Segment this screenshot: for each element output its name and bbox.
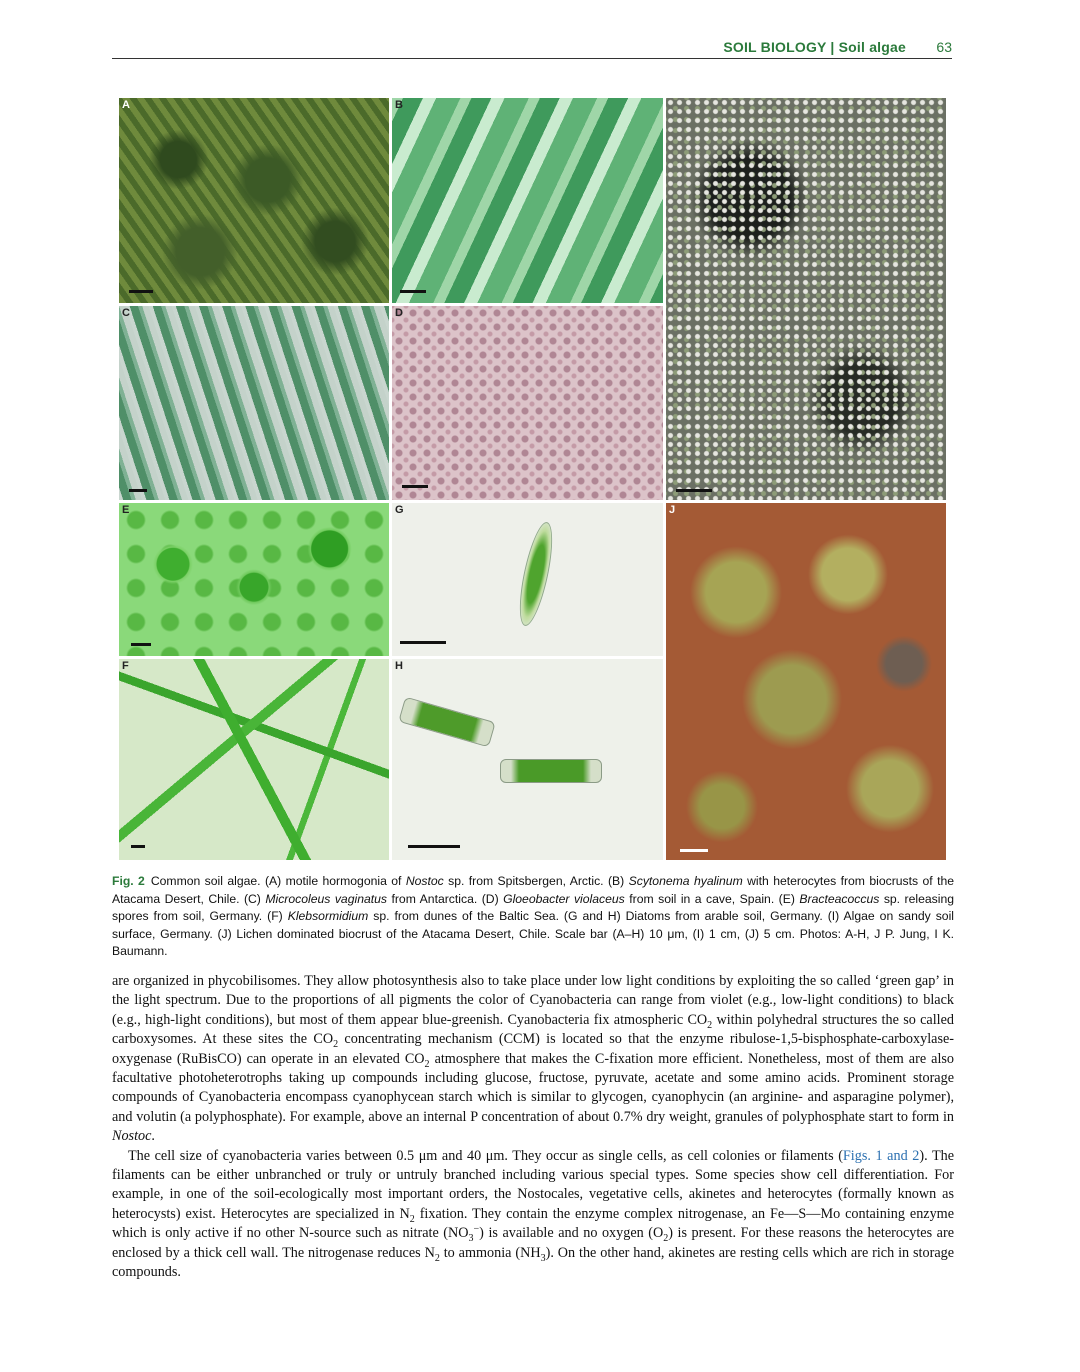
text-run: ). On the other hand, akinetes are resting cells which are rich in storage compounds. [112,1244,955,1281]
text-run: atmosphere that makes the C-fixation more efficient. Nonetheless, most of them are also facultative photoheterotrophs taking up compounds including glucose, fructose, pyruvate, acetate and some amino acids. Prominent storage compounds of Cyanobacteria encompass cyanophycean starch which is similar to glycogen, cyanophycin (an arginine- and asparagine polymer), and volutin (a polyphosphate). For example, above an internal P concentration of about 0.7% dry weight, granules of polyphosphate start to form in [112,1050,954,1125]
caption-taxon: Klebsormidium [287,909,369,924]
diatom-cell [513,520,559,629]
panel-label-h: H [395,660,403,672]
body-text [112,972,954,1283]
panel-label-a: A [122,99,130,111]
taxon-italic: Nostoc [112,1128,152,1145]
caption-text: from Antarctica. (D) [387,891,504,906]
panel-label-c: C [122,307,130,319]
diatom-cell [398,697,496,748]
text-run: ) is present. For these reasons the heterocytes are enclosed by a thick cell wall. The nitrogenase reduces N [112,1225,954,1261]
panel-c-microcoleus [119,306,389,500]
panel-h-diatoms [392,659,663,860]
running-title: SOIL BIOLOGY | Soil algae [723,39,906,55]
panel-e-bracteacoccus [119,503,389,656]
figure-reference-link[interactable]: Figs. 1 and 2 [842,1147,920,1164]
panel-j-lichen-crust [666,503,946,860]
caption-text: from soil in a cave, Spain. (E) [624,891,800,906]
scale-bar-g [400,641,446,644]
page-number: 63 [936,39,952,55]
panel-b-scytonema [392,98,663,303]
subscript: 3 [468,1233,474,1245]
panel-label-g: G [395,504,404,516]
paragraph-1 [112,972,954,1147]
caption-taxon: Scytonema hyalinum [628,874,743,888]
panel-a-nostoc [119,98,389,303]
caption-taxon: Microcoleus vaginatus [265,891,388,906]
scale-bar-b [400,290,426,293]
paragraph-2 [112,1147,954,1283]
scale-bar-j [680,849,708,852]
panel-label-b: B [395,99,403,111]
subscript: 3 [540,1252,546,1264]
text-run: ). The filaments can be either unbranched or truly or untruly branched including various special types. Some species show cell differentiation. For example, in one of the soil-ecologically most important orders, the Nostocales, vegetative cells, akinetes and heterocytes (formally known as heterocysts) exist. Heterocytes are specialized in N [112,1147,954,1222]
text-run: are organized in phycobilisomes. They allow photosynthesis also to take place under low light conditions by exploiting the so called ‘green gap’ in the light spectrum. Due to the proportions of all pigments the color of Cyanobacteria can range from violet (e.g., low-light conditions) to black (e.g., high-light conditions), but most of them appear blue-greenish. Cyanobacteria fix atmospheric CO [112,973,954,1028]
text-run: concentrating mechanism (CCM) is located so that the enzyme ribulose-1,5-bisphosphate-carboxylase-oxygenase (RuBisCO) can operate in an elevated CO [112,1031,954,1067]
text-run: within polyhedral structures the so called carboxysomes. At these sites the CO [112,1011,955,1048]
subscript: 2 [707,1019,713,1031]
text-run: fixation. They contain the enzyme complex nitrogenase, an Fe—S—Mo containing enzyme which is only active if no other N-source such as nitrate (NO [112,1205,955,1242]
scale-bar-f [131,845,145,848]
panel-f-klebsormidium [119,659,389,860]
panel-label-f: F [122,660,129,672]
text-run: to ammonia (NH [439,1244,541,1261]
caption-text: Common soil algae. (A) motile hormogonia of [150,874,406,888]
text-run: . [151,1128,155,1145]
caption-taxon: Bracteacoccus [799,891,880,906]
panel-g-diatom [392,503,663,656]
panel-i-soil-surface [666,98,946,500]
panel-d-gloeobacter [392,306,663,500]
scale-bar-d [402,485,428,488]
text-run: ) is available and no oxygen (O [479,1225,664,1242]
panel-label-e: E [122,504,130,516]
subscript: 2 [424,1058,430,1070]
scale-bar-e [131,643,151,646]
scale-bar-i [676,489,712,492]
caption-text: sp. from Spitsbergen, Arctic. (B) [443,874,629,888]
caption-text: with heterocytes from biocrusts of the Atacama Desert, Chile. (C) [112,874,955,906]
figure-label: Fig. 2 [112,874,145,888]
superscript: − [473,1223,480,1235]
caption-text: sp. releasing spores from soil, Germany. (F) [112,891,955,924]
panel-label-d: D [395,307,403,319]
subscript: 2 [663,1233,669,1245]
scale-bar-h [408,845,460,848]
scale-bar-c [129,489,147,492]
scale-bar-a [129,290,153,293]
diatom-cell [500,759,602,783]
subscript: 2 [409,1213,415,1225]
caption-taxon: Nostoc [405,874,444,888]
text-run: The cell size of cyanobacteria varies between 0.5 μm and 40 μm. They occur as single cells, as cell colonies or filaments ( [128,1147,843,1164]
caption-text: sp. from dunes of the Baltic Sea. (G and H) Diatoms from arable soil, Germany. (I) Algae on sandy soil surface, Germany. (J) Lichen dominated biocrust of the Atacama Desert, Chile. Scale bar (A–H) 10 μm, (I) 1 cm, (J) 5 cm. Photos: A-H, J P. Jung, I K. Baumann. [112,909,954,959]
running-header [112,36,952,59]
subscript: 2 [434,1252,440,1264]
panel-label-j: J [669,504,676,516]
subscript: 2 [333,1039,339,1051]
caption-taxon: Gloeobacter violaceus [503,891,625,906]
figure-caption [112,873,954,961]
